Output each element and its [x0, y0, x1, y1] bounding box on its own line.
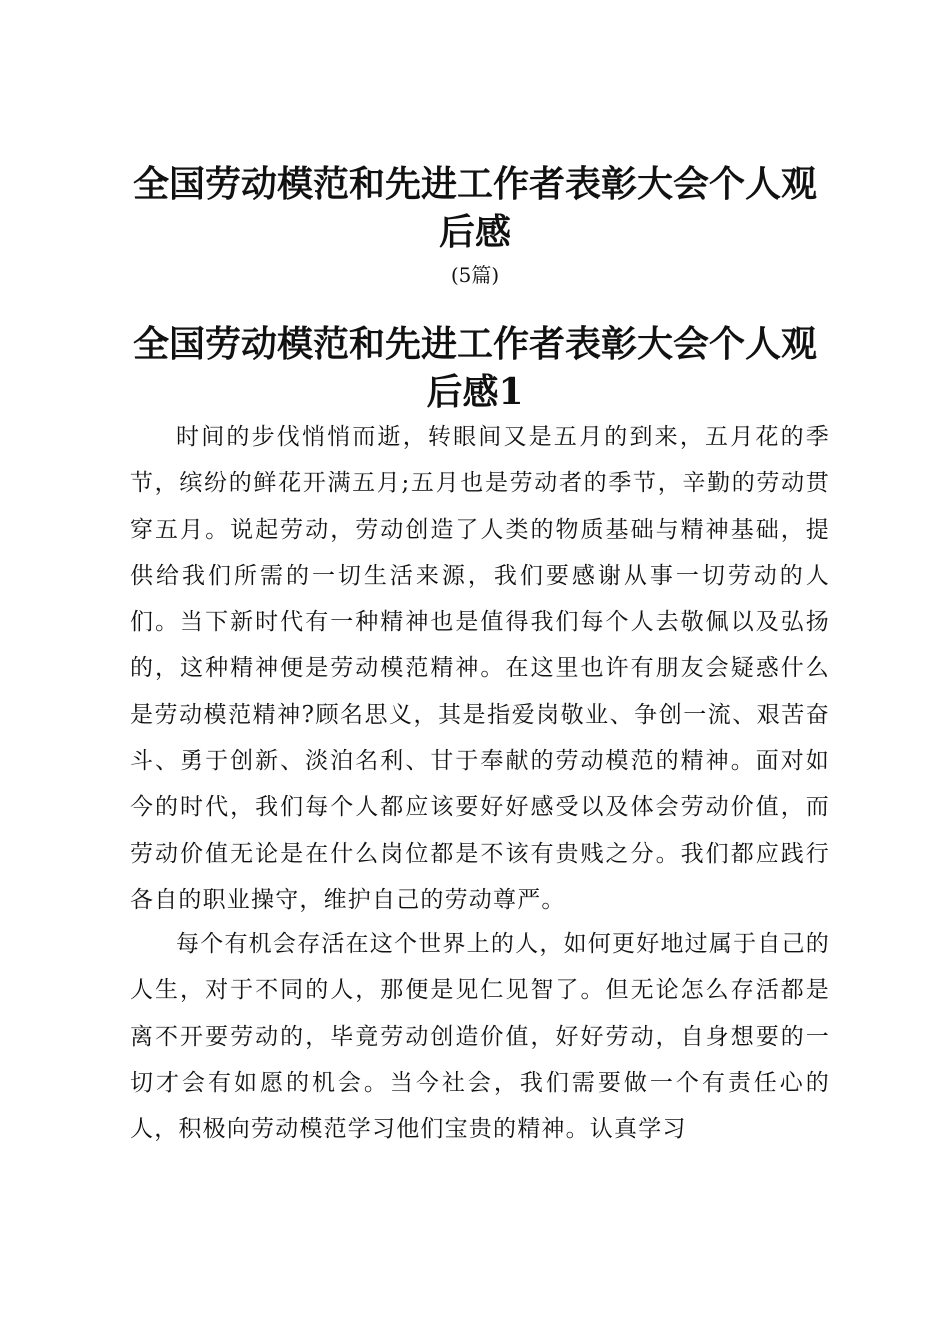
- paragraph-text: 每个有机会存活在这个世界上的人，如何更好地过属于自己的人生，对于不同的人，那便是见仁见智了。但无论怎么存活都是离不开要劳动的，毕竟劳动创造价值，好好劳动，自身想要的一切才会有如愿的机会。当今社会，我们需要做一个有责任心的人，积极向劳动模范学习他们宝贵的精神。认真学习: [130, 931, 830, 1143]
- paragraph-text: 时间的步伐悄悄而逝，转眼间又是五月的到来，五月花的季节，缤纷的鲜花开满五月;五月也是劳动者的季节，辛勤的劳动贯穿五月。说起劳动，劳动创造了人类的物质基础与精神基础，提供给我们所需的一切生活来源，我们要感谢从事一切劳动的人们。当下新时代有一种精神也是值得我们每个人去敬佩以及弘扬的，这种精神便是劳动模范精神。在这里也许有朋友会疑惑什么是劳动模范精神?顾名思义，其是指爱岗敬业、争创一流、艰苦奋斗、勇于创新、淡泊名利、甘于奉献的劳动模范的精神。面对如今的时代，我们每个人都应该要好好感受以及体会劳动价值，而劳动价值无论是在什么岗位都是不该有贵贱之分。我们都应践行各自的职业操守，维护自己的劳动尊严。: [130, 424, 830, 913]
- body-paragraph-2: [130, 921, 830, 1152]
- section-title: 全国劳动模范和先进工作者表彰大会个人观后感1: [132, 323, 817, 413]
- body-paragraph-1: [130, 414, 830, 923]
- document-title: 全国劳动模范和先进工作者表彰大会个人观后感: [132, 163, 817, 253]
- article-count: (5篇): [450, 263, 500, 287]
